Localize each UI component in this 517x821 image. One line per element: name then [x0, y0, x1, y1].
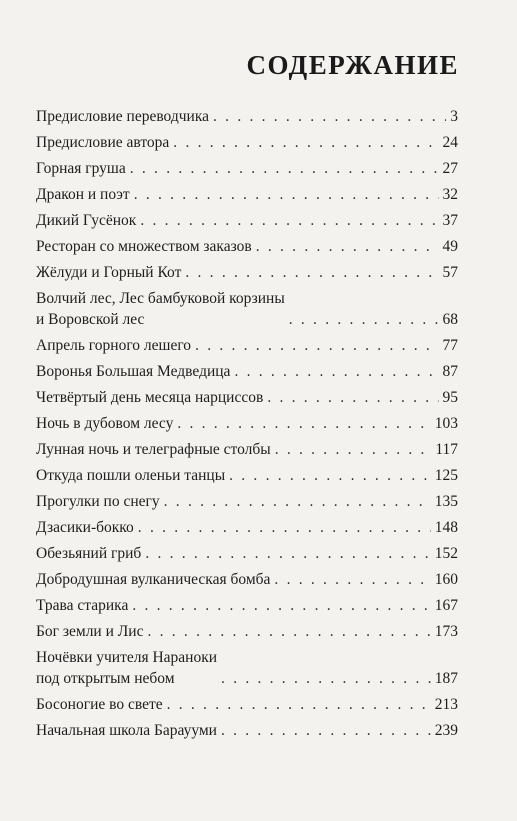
toc-entry: [36, 543, 458, 564]
toc-entry-title: [36, 288, 285, 330]
toc-entry-title: Босоногие во свете: [36, 696, 163, 713]
toc-entry-title: Апрель горного лешего: [36, 337, 192, 354]
dot-leader: [145, 543, 430, 564]
toc-entry-page: 24: [442, 134, 458, 151]
dot-leader: [221, 668, 431, 689]
toc-entry-title: Начальная школа Бараууми: [36, 722, 217, 739]
dot-leader: [234, 361, 438, 382]
toc-entry: [36, 413, 458, 434]
dot-leader: [275, 439, 432, 460]
toc-entry-title: Дзасики-бокко: [36, 519, 134, 536]
toc-entry-title: Горная груша: [36, 160, 126, 177]
toc-entry-page: 148: [434, 519, 458, 536]
toc-entry-page: 49: [442, 238, 458, 255]
toc-entry-title: Воронья Большая Медведица: [36, 363, 231, 380]
toc-entry-title-line2: и Воровской лес: [36, 311, 145, 328]
toc-entry: [36, 517, 458, 538]
toc-entry-title: Ночь в дубовом лесу: [36, 415, 174, 432]
toc-entry-page: 32: [442, 186, 458, 203]
dot-leader: [167, 694, 431, 715]
toc-entry-title: Ресторан со множеством заказов: [36, 238, 252, 255]
toc-entry: [36, 694, 458, 715]
toc-entry-page: 152: [434, 545, 458, 562]
toc-entry-page: 160: [434, 571, 458, 588]
toc-entry-title: Предисловие переводчика: [36, 108, 210, 125]
toc-entry-page: 187: [434, 670, 458, 687]
table-of-contents: [36, 106, 458, 746]
toc-entry-page: 125: [434, 467, 458, 484]
dot-leader: [138, 517, 431, 538]
toc-entry: [36, 132, 458, 153]
dot-leader: [229, 465, 431, 486]
toc-entry-title: Прогулки по снегу: [36, 493, 160, 510]
toc-entry-page: 57: [442, 264, 458, 281]
toc-entry-page: 167: [434, 597, 458, 614]
toc-entry-title: [36, 647, 217, 689]
toc-entry-page: 213: [434, 696, 458, 713]
toc-entry-title: Лунная ночь и телеграфные столбы: [36, 441, 271, 458]
toc-entry-title: Добродушная вулканическая бомба: [36, 571, 271, 588]
toc-entry-page: 117: [435, 441, 458, 458]
toc-entry-title: Четвёртый день месяца нарциссов: [36, 389, 264, 406]
toc-entry: [36, 236, 458, 257]
toc-entry-title: Трава старика: [36, 597, 129, 614]
toc-entry-title: Бог земли и Лис: [36, 623, 144, 640]
dot-leader: [173, 132, 438, 153]
toc-entry: [36, 158, 458, 179]
dot-leader: [274, 569, 430, 590]
toc-entry: [36, 361, 458, 382]
toc-entry-page: 239: [434, 722, 458, 739]
toc-entry: [36, 210, 458, 231]
toc-entry-page: 173: [434, 623, 458, 640]
dot-leader: [164, 491, 431, 512]
toc-entry: [36, 491, 458, 512]
toc-entry: [36, 569, 458, 590]
dot-leader: [147, 621, 430, 642]
toc-entry: [36, 465, 458, 486]
toc-entry-title-line1: Волчий лес, Лес бамбуковой корзины: [36, 290, 285, 307]
toc-entry-title: Предисловие автора: [36, 134, 170, 151]
toc-entry: [36, 439, 458, 460]
toc-entry-title: Откуда пошли оленьи танцы: [36, 467, 226, 484]
dot-leader: [256, 236, 439, 257]
toc-entry-page: 87: [442, 363, 458, 380]
toc-entry-page: 103: [434, 415, 458, 432]
toc-entry-title: Жёлуди и Горный Кот: [36, 264, 182, 281]
dot-leader: [267, 387, 438, 408]
page-title: СОДЕРЖАНИЕ: [246, 50, 459, 80]
toc-entry-page: 37: [442, 212, 458, 229]
dot-leader: [134, 184, 439, 205]
toc-entry: [36, 647, 458, 689]
dot-leader: [177, 413, 430, 434]
dot-leader: [130, 158, 439, 179]
toc-entry-page: 77: [442, 337, 458, 354]
toc-entry-page: 68: [442, 311, 458, 328]
dot-leader: [221, 720, 431, 741]
dot-leader: [140, 210, 438, 231]
dot-leader: [185, 262, 438, 283]
toc-entry-title-line2: под открытым небом: [36, 670, 175, 687]
toc-entry: [36, 288, 458, 330]
toc-entry: [36, 387, 458, 408]
toc-entry-page: 27: [442, 160, 458, 177]
toc-entry-page: 135: [434, 493, 458, 510]
dot-leader: [132, 595, 430, 616]
dot-leader: [213, 106, 446, 127]
toc-entry-title-line1: Ночёвки учителя Нараноки: [36, 649, 218, 666]
toc-entry-page: 3: [450, 108, 458, 125]
dot-leader: [195, 335, 438, 356]
toc-entry-title: Обезьяний гриб: [36, 545, 142, 562]
toc-entry-page: 95: [442, 389, 458, 406]
toc-entry-title: Дикий Гусёнок: [36, 212, 137, 229]
toc-entry: [36, 184, 458, 205]
toc-entry: [36, 335, 458, 356]
toc-entry: [36, 621, 458, 642]
toc-entry: [36, 262, 458, 283]
toc-entry: [36, 595, 458, 616]
dot-leader: [289, 309, 439, 330]
toc-entry-title: Дракон и поэт: [36, 186, 130, 203]
toc-entry: [36, 720, 458, 741]
toc-entry: [36, 106, 458, 127]
